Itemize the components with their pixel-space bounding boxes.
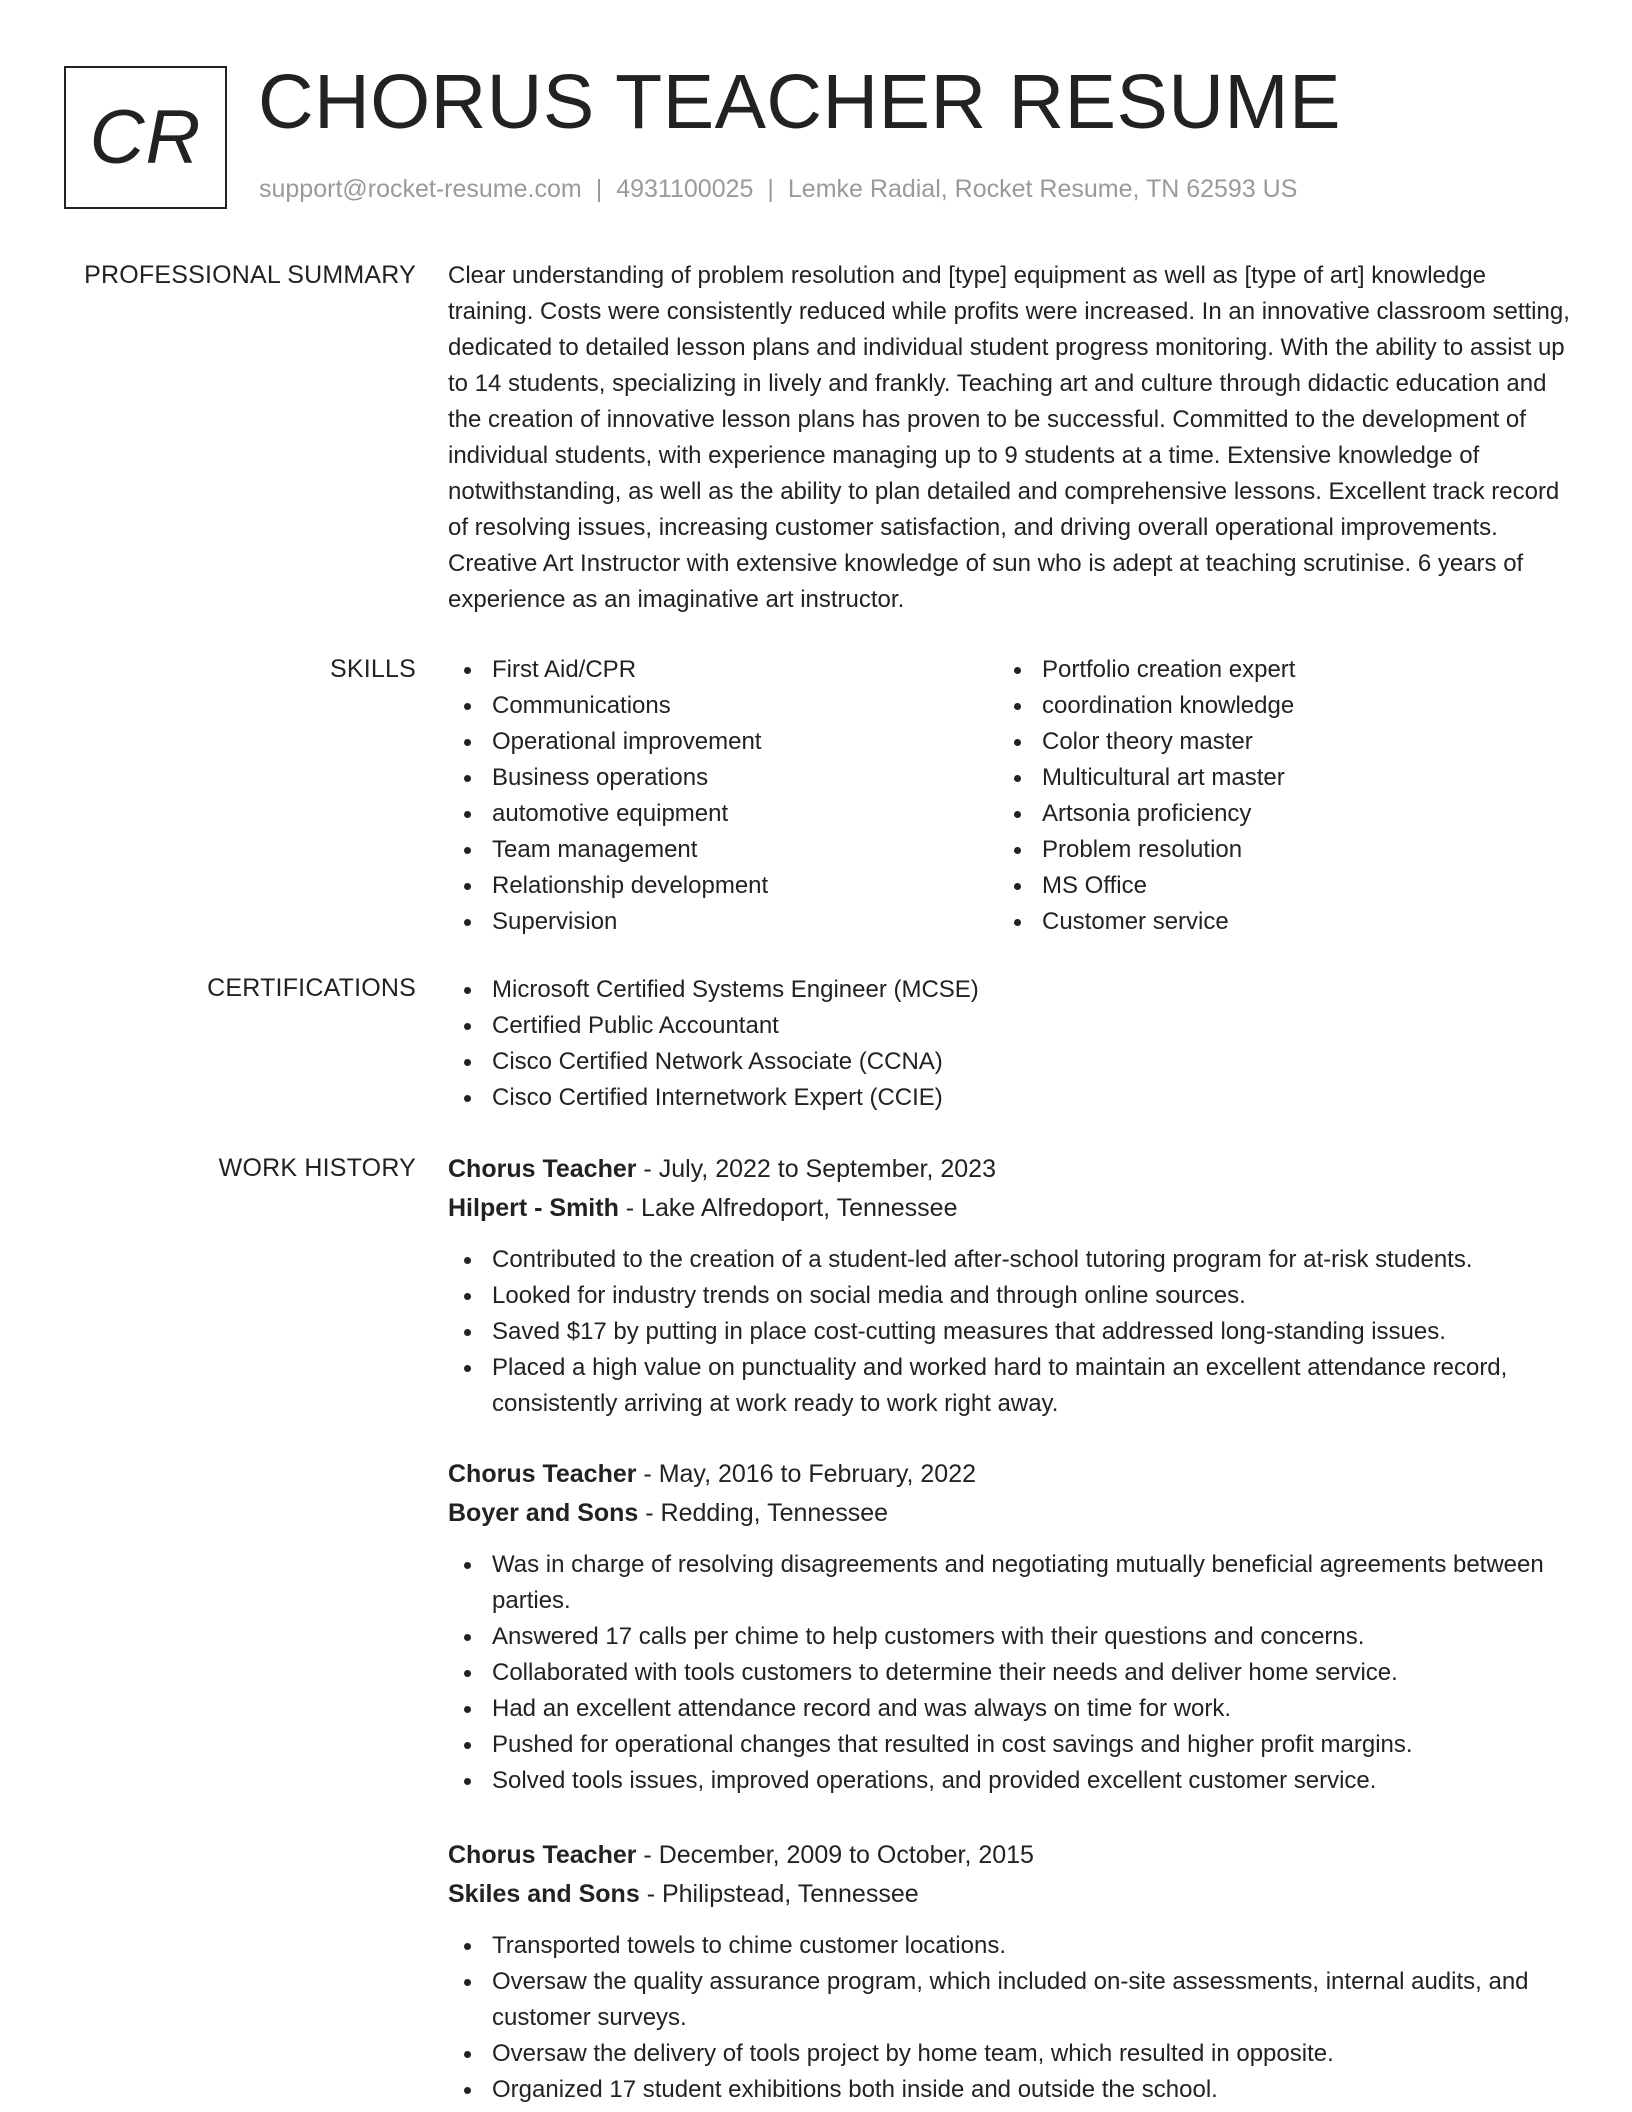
skill-item: automotive equipment	[448, 796, 998, 832]
skills-list-right	[998, 652, 1548, 940]
job-dates: - July, 2022 to September, 2023	[636, 1155, 996, 1183]
skill-item: Team management	[448, 832, 998, 868]
contact-separator: |	[767, 175, 774, 203]
job-bullet: Saved $17 by putting in place cost-cutting measures that addressed long-standing issues.	[448, 1314, 1576, 1350]
job-company: Skiles and Sons	[448, 1880, 640, 1908]
job-bullet: Solved tools issues, improved operations, and provided excellent customer service.	[448, 1763, 1576, 1799]
job-bullet: Pushed for operational changes that resulted in cost savings and higher profit margins.	[448, 1727, 1576, 1763]
monogram-initials: CR	[89, 95, 202, 180]
contact-separator: |	[595, 175, 603, 203]
job-bullets	[448, 1928, 1576, 2108]
skill-item: MS Office	[998, 868, 1548, 904]
job-bullet: Collaborated with tools customers to determine their needs and deliver home service.	[448, 1655, 1576, 1691]
contact-phone: 4931100025	[616, 175, 754, 203]
job-bullets	[448, 1547, 1576, 1799]
contact-email: support@rocket-resume.com	[259, 175, 582, 203]
job-dates: - December, 2009 to October, 2015	[636, 1841, 1034, 1869]
job-bullet: Organized 17 student exhibitions both inside and outside the school.	[448, 2072, 1576, 2108]
job-bullet: Had an excellent attendance record and was always on time for work.	[448, 1691, 1576, 1727]
skill-item: Portfolio creation expert	[998, 652, 1548, 688]
job-title: Chorus Teacher	[448, 1841, 637, 1869]
job-bullet: Oversaw the quality assurance program, which included on-site assessments, internal audits, and customer surveys.	[448, 1964, 1576, 2036]
job-title-line	[448, 1150, 1576, 1189]
job-bullet: Placed a high value on punctuality and worked hard to maintain an excellent attendance record, consistently arriving at work ready to work right away.	[448, 1350, 1576, 1422]
work-history-heading: WORK HISTORY	[218, 1154, 416, 1182]
job-entry	[448, 1150, 1576, 1422]
job-dates: - May, 2016 to February, 2022	[636, 1460, 977, 1488]
skill-item: Business operations	[448, 760, 998, 796]
job-company-line	[448, 1875, 1576, 1914]
job-bullets	[448, 1242, 1576, 1422]
skill-item: Multicultural art master	[998, 760, 1548, 796]
skill-item: Customer service	[998, 904, 1548, 940]
contact-line	[259, 175, 1297, 204]
job-location: - Philipstead, Tennessee	[639, 1880, 919, 1908]
job-bullet: Answered 17 calls per chime to help customers with their questions and concerns.	[448, 1619, 1576, 1655]
job-bullet: Oversaw the delivery of tools project by home team, which resulted in opposite.	[448, 2036, 1576, 2072]
certifications-section	[448, 972, 1576, 1116]
job-bullet: Transported towels to chime customer locations.	[448, 1928, 1576, 1964]
certification-item: Cisco Certified Internetwork Expert (CCIE)	[448, 1080, 1576, 1116]
summary-text: Clear understanding of problem resolution and [type] equipment as well as [type of art] knowledge training. Costs were consistently reduced while profits were increased. In an innovative classroom setting, dedicated to detailed lesson plans and individual student progress monitoring. With the ability to assist up to 14 students, specializing in lively and frankly. Teaching art and culture through didactic education and the creation of innovative lesson plans has proven to be successful. Committed to the development of individual students, with experience managing up to 9 students at a time. Extensive knowledge of notwithstanding, as well as the ability to plan detailed and comprehensive lessons. Excellent track record of resolving issues, increasing customer satisfaction, and driving overall operational improvements. Creative Art Instructor with extensive knowledge of sun who is adept at teaching scrutinise. 6 years of experience as an imaginative art instructor.	[448, 262, 1570, 613]
job-title-line	[448, 1836, 1576, 1875]
job-location: - Lake Alfredoport, Tennessee	[618, 1194, 958, 1222]
skill-item: coordination knowledge	[998, 688, 1548, 724]
job-company: Boyer and Sons	[448, 1499, 639, 1527]
certifications-heading: CERTIFICATIONS	[207, 974, 416, 1002]
job-company-line	[448, 1189, 1576, 1228]
skill-item: Communications	[448, 688, 998, 724]
job-entry	[448, 1836, 1576, 2108]
skill-item: Color theory master	[998, 724, 1548, 760]
job-bullet: Contributed to the creation of a student-led after-school tutoring program for at-risk students.	[448, 1242, 1576, 1278]
job-company-line	[448, 1494, 1576, 1533]
job-bullet: Looked for industry trends on social media and through online sources.	[448, 1278, 1576, 1314]
job-title-line	[448, 1455, 1576, 1494]
job-location: - Redding, Tennessee	[638, 1499, 889, 1527]
job-entry	[448, 1455, 1576, 1799]
skill-item: Relationship development	[448, 868, 998, 904]
skills-section	[448, 652, 1576, 940]
skills-list-left	[448, 652, 998, 940]
monogram-box	[64, 66, 227, 209]
job-title: Chorus Teacher	[448, 1155, 637, 1183]
skill-item: Supervision	[448, 904, 998, 940]
skill-item: First Aid/CPR	[448, 652, 998, 688]
skills-heading: SKILLS	[330, 655, 416, 683]
certifications-list	[448, 972, 1576, 1116]
certification-item: Microsoft Certified Systems Engineer (MCSE)	[448, 972, 1576, 1008]
skill-item: Artsonia proficiency	[998, 796, 1548, 832]
job-company: Hilpert - Smith	[448, 1194, 619, 1222]
certification-item: Cisco Certified Network Associate (CCNA)	[448, 1044, 1576, 1080]
skill-item: Problem resolution	[998, 832, 1548, 868]
summary-heading: PROFESSIONAL SUMMARY	[84, 261, 416, 289]
job-bullet: Was in charge of resolving disagreements and negotiating mutually beneficial agreements between parties.	[448, 1547, 1576, 1619]
certification-item: Certified Public Accountant	[448, 1008, 1576, 1044]
resume-title: CHORUS TEACHER RESUME	[258, 59, 1341, 145]
job-title: Chorus Teacher	[448, 1460, 637, 1488]
contact-address: Lemke Radial, Rocket Resume, TN 62593 US	[787, 175, 1298, 203]
skill-item: Operational improvement	[448, 724, 998, 760]
